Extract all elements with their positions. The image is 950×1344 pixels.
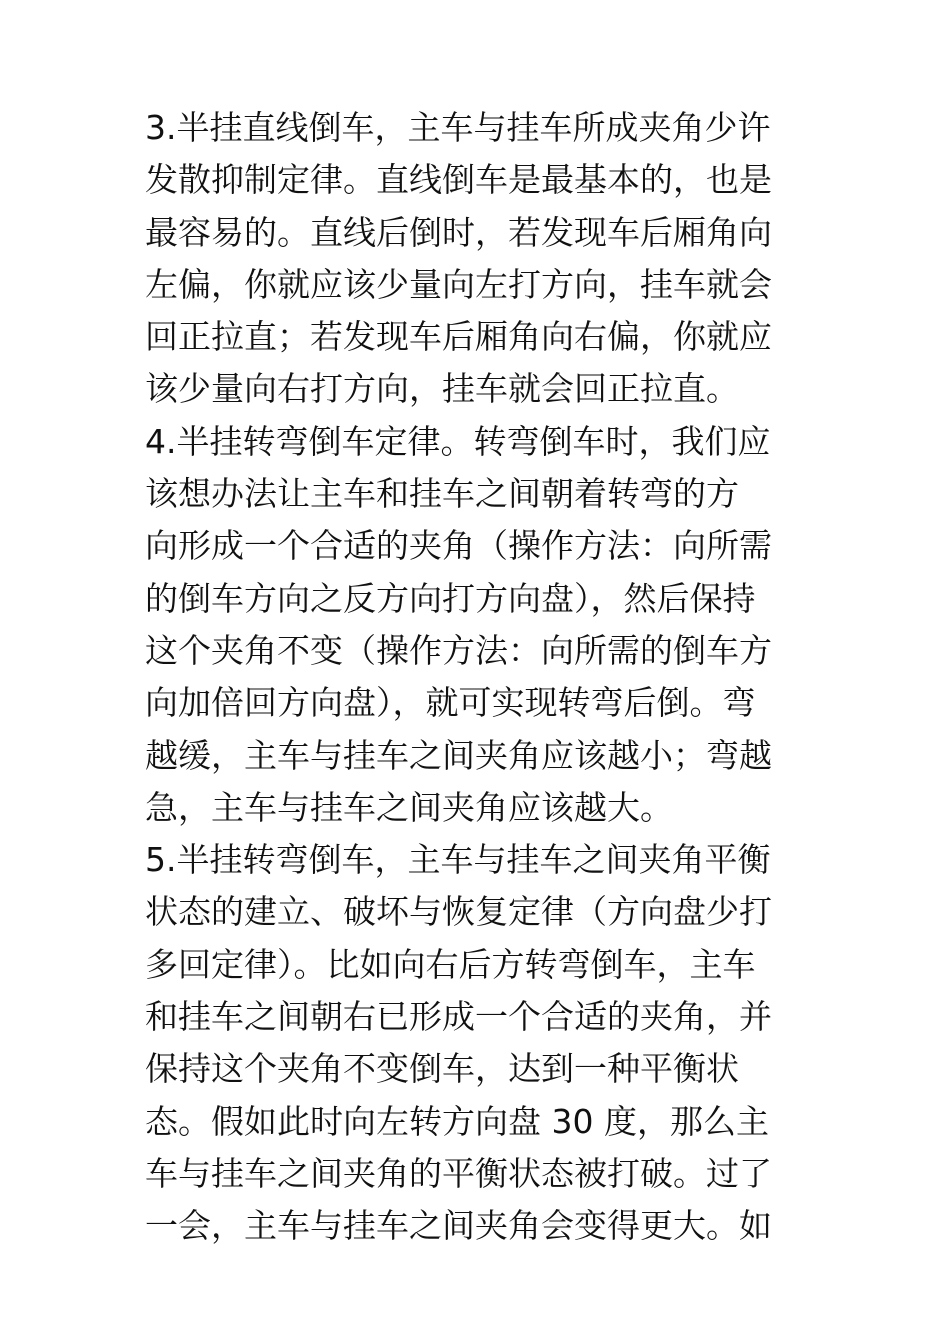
text-line: 这个夹角不变（操作方法：向所需的倒车方 bbox=[145, 630, 772, 670]
text-line: 急，主车与挂车之间夹角应该越大。 bbox=[145, 787, 673, 827]
text-line: 多回定律）。比如向右后方转弯倒车，主车 bbox=[145, 944, 756, 984]
text-line: 的倒车方向之反方向打方向盘），然后保持 bbox=[145, 578, 756, 618]
text-line: 最容易的。直线后倒时，若发现车后厢角向 bbox=[145, 212, 772, 252]
text-line: 车与挂车之间夹角的平衡状态被打破。过了 bbox=[145, 1153, 772, 1193]
text-line: 态。假如此时向左转方向盘 30 度，那么主 bbox=[145, 1101, 769, 1141]
text-line: 左偏，你就应该少量向左打方向，挂车就会 bbox=[145, 264, 772, 304]
text-line: 保持这个夹角不变倒车，达到一种平衡状 bbox=[145, 1049, 739, 1089]
body-text bbox=[145, 102, 825, 1253]
text-line: 状态的建立、破坏与恢复定律（方向盘少打 bbox=[145, 892, 772, 932]
text-line: 回正拉直；若发现车后厢角向右偏，你就应 bbox=[145, 317, 772, 357]
text-line: 和挂车之间朝右已形成一个合适的夹角，并 bbox=[145, 997, 772, 1037]
text-line: 该少量向右打方向，挂车就会回正拉直。 bbox=[145, 369, 739, 409]
text-line: 发散抑制定律。直线倒车是最基本的，也是 bbox=[145, 160, 772, 200]
text-line: 该想办法让主车和挂车之间朝着转弯的方 bbox=[145, 474, 739, 514]
text-line: 5.半挂转弯倒车，主车与挂车之间夹角平衡 bbox=[145, 840, 771, 880]
text-line: 向加倍回方向盘），就可实现转弯后倒。弯 bbox=[145, 683, 756, 723]
text-line: 越缓，主车与挂车之间夹角应该越小；弯越 bbox=[145, 735, 772, 775]
text-line: 4.半挂转弯倒车定律。转弯倒车时，我们应 bbox=[145, 421, 771, 461]
text-line: 向形成一个合适的夹角（操作方法：向所需 bbox=[145, 526, 772, 566]
text-line: 3.半挂直线倒车，主车与挂车所成夹角少许 bbox=[145, 108, 771, 147]
text-line: 一会，主车与挂车之间夹角会变得更大。如 bbox=[145, 1206, 772, 1246]
